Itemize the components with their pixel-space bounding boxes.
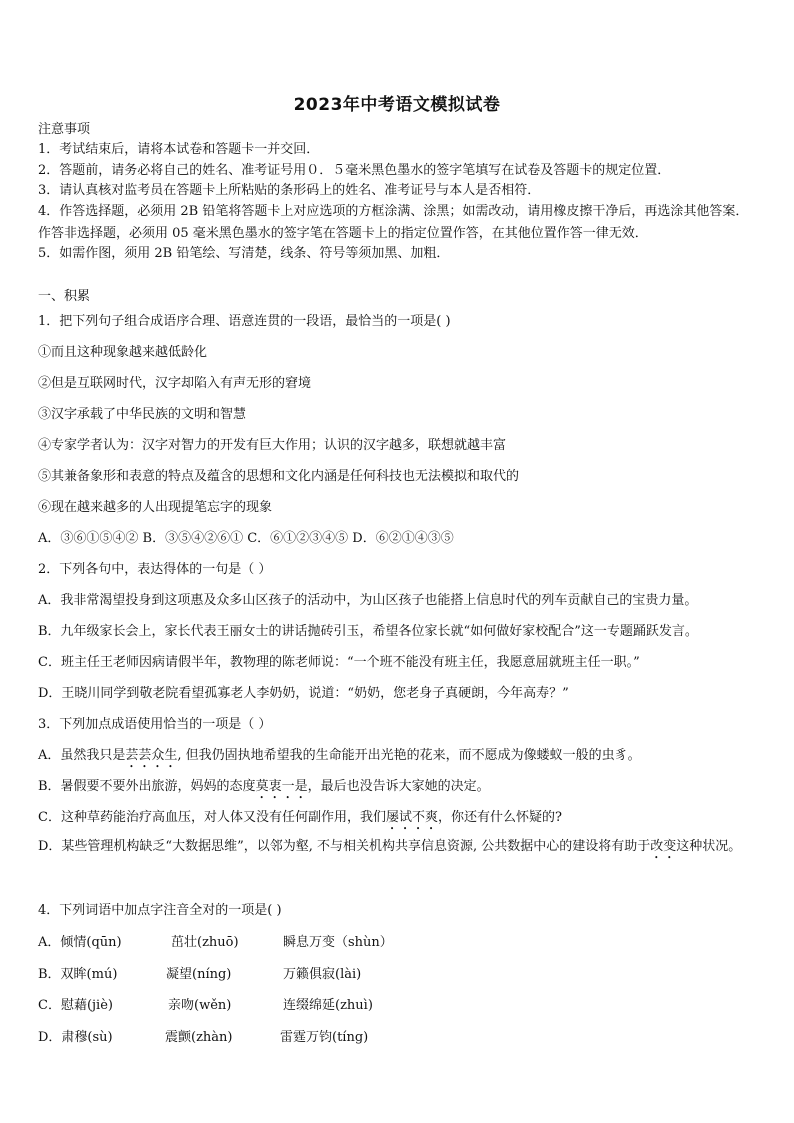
- question-stem: 1．把下列句子组合成语序合理、语意连贯的一段语，最恰当的一项是( ): [38, 314, 451, 329]
- answer-option: B．暑假要不要外出旅游，妈妈的态度莫衷一是，最后也没告诉大家她的决定。: [38, 779, 490, 794]
- page-title: 2023年中考语文模拟试卷: [293, 95, 501, 115]
- answer-options: A．③⑥①⑤④② B．③⑤④②⑥① C．⑥①②③④⑤ D．⑥②①④③⑤: [38, 531, 454, 546]
- pinyin-word: 万籁俱寂(lài): [283, 967, 362, 982]
- pinyin-word: 茁壮(zhuō): [171, 935, 239, 950]
- notice-item: 5．如需作图，须用 2B 铅笔绘、写清楚，线条、符号等须加黑、加粗．: [38, 246, 450, 261]
- answer-option: D．某些管理机构缺乏“大数据思维”，以邻为壑, 不与相关机构共享信息资源, 公共数据中心的建设将有助于改变这种状况。: [38, 839, 742, 854]
- question-stem: 4．下列词语中加点字注音全对的一项是( ): [38, 903, 282, 918]
- pinyin-word: B．双眸(mú): [38, 967, 118, 982]
- answer-option: C．这种草药能治疗高血压，对人体又没有任何副作用，我们屡试不爽，你还有什么怀疑的?: [38, 810, 562, 825]
- notice-item: 1．考试结束后，请将本试卷和答题卡一并交回．: [38, 142, 320, 157]
- pinyin-word: 凝望(níng): [166, 967, 232, 982]
- notice-item: 3．请认真核对监考员在答题卡上所粘贴的条形码上的姓名、准考证号与本人是否相符．: [38, 183, 541, 198]
- sentence-item: ④专家学者认为：汉字对智力的开发有巨大作用；认识的汉字越多，联想就越丰富: [38, 438, 507, 453]
- pinyin-word: A．倾情(qūn): [38, 935, 122, 950]
- section-heading: 一、积累: [38, 289, 91, 304]
- notice-heading: 注意事项: [38, 122, 91, 137]
- answer-option: A．虽然我只是芸芸众生, 但我仍固执地希望我的生命能开出光艳的花来，而不愿成为像蝼蚁一般的虫豸。: [38, 748, 641, 763]
- answer-option: D．王晓川同学到敬老院看望孤寡老人李奶奶，说道：“奶奶，您老身子真硬朗，今年高寿？”: [38, 686, 569, 701]
- question-stem: 2．下列各句中，表达得体的一句是（ ）: [38, 562, 272, 577]
- pinyin-word: D．肃穆(sù): [38, 1030, 113, 1045]
- pinyin-word: 连缀绵延(zhuì): [283, 998, 373, 1013]
- pinyin-word: 亲吻(wěn): [168, 998, 232, 1013]
- question-stem: 3．下列加点成语使用恰当的一项是（ ）: [38, 717, 272, 732]
- pinyin-word: 震颤(zhàn): [165, 1030, 233, 1045]
- answer-option: B．九年级家长会上，家长代表王丽女士的讲话抛砖引玉，希望各位家长就“如何做好家校配合”这一专题踊跃发言。: [38, 624, 698, 639]
- answer-option: A．我非常渴望投身到这项惠及众多山区孩子的活动中，为山区孩子也能搭上信息时代的列车贡献自己的宝贵力量。: [38, 593, 698, 608]
- sentence-item: ①而且这种现象越来越低龄化: [38, 345, 208, 360]
- pinyin-word: 瞬息万变（shùn）: [283, 935, 393, 950]
- pinyin-word: C．慰藉(jiè): [38, 998, 113, 1013]
- answer-option: C．班主任王老师因病请假半年，教物理的陈老师说：“一个班不能没有班主任，我愿意屈就班主任一职。”: [38, 655, 640, 670]
- sentence-item: ⑥现在越来越多的人出现提笔忘字的现象: [38, 500, 273, 515]
- sentence-item: ③汉字承载了中华民族的文明和智慧: [38, 407, 247, 422]
- notice-item: 2．答题前，请务必将自己的姓名、准考证号用０．５毫米黑色墨水的签字笔填写在试卷及答题卡的规定位置．: [38, 163, 671, 178]
- notice-item: 4．作答选择题，必须用 2B 铅笔将答题卡上对应选项的方框涂满、涂黑；如需改动，请用橡皮擦干净后，再选涂其他答案．作答非选择题，必须用 05 毫米黑色墨水的签字笔在答题卡上的指定位置作答，在其他位置作答一律无效．: [38, 204, 749, 241]
- pinyin-word: 雷霆万钧(tíng): [280, 1030, 369, 1045]
- sentence-item: ⑤其兼备象形和表意的特点及蕴含的思想和文化内涵是任何科技也无法模拟和取代的: [38, 469, 520, 484]
- sentence-item: ②但是互联网时代，汉字却陷入有声无形的窘境: [38, 376, 312, 391]
